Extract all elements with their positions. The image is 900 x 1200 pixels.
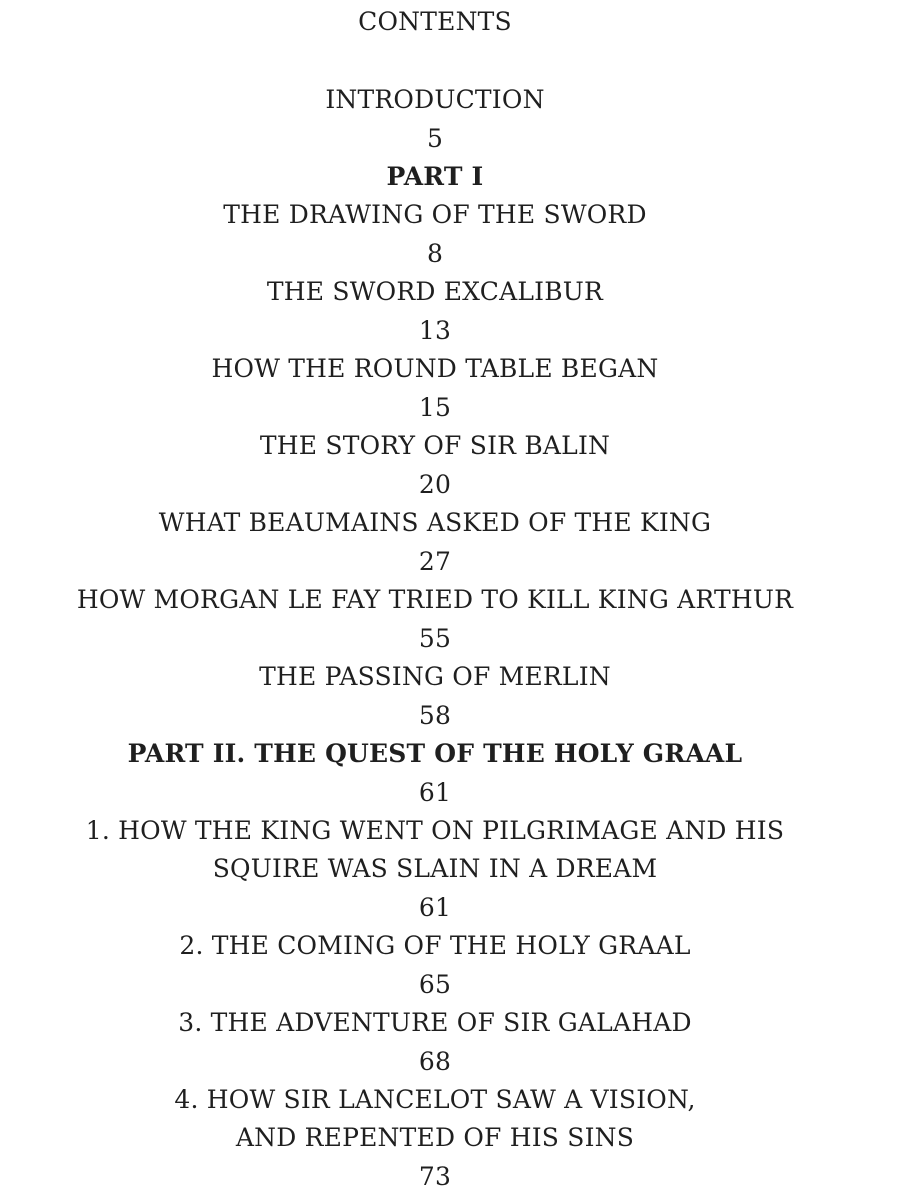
part2-entry-title: 3. THE ADVENTURE OF SIR GALAHAD xyxy=(178,1008,692,1037)
introduction-page: 5 xyxy=(426,124,444,153)
part1-title: PART I xyxy=(386,162,484,191)
part1-entry-title: THE DRAWING OF THE SWORD xyxy=(223,200,647,229)
part1-entry-title: THE STORY OF SIR BALIN xyxy=(259,431,611,460)
part1-entry-title: HOW MORGAN LE FAY TRIED TO KILL KING ARTHUR xyxy=(76,585,794,614)
part1-entry-page: 20 xyxy=(418,470,452,499)
part1-entry-page: 13 xyxy=(418,316,452,345)
part2-entry-title-continued: AND REPENTED OF HIS SINS xyxy=(235,1123,635,1152)
introduction-title: INTRODUCTION xyxy=(325,85,545,114)
part1-entry-page: 15 xyxy=(418,393,452,422)
part2-entry-page: 73 xyxy=(418,1162,452,1191)
part2-title: PART II. THE QUEST OF THE HOLY GRAAL xyxy=(127,739,743,768)
part2-entry-page: 68 xyxy=(418,1047,452,1076)
part2-entry-page: 65 xyxy=(418,970,452,999)
part1-entry-title: THE SWORD EXCALIBUR xyxy=(266,277,604,306)
contents-heading: CONTENTS xyxy=(358,7,512,36)
part1-entry-title: THE PASSING OF MERLIN xyxy=(259,662,611,691)
part1-entry-title: HOW THE ROUND TABLE BEGAN xyxy=(211,354,659,383)
part2-entry-title: 2. THE COMING OF THE HOLY GRAAL xyxy=(179,931,691,960)
part1-entry-page: 58 xyxy=(418,701,452,730)
part2-entry-title: 1. HOW THE KING WENT ON PILGRIMAGE AND HIS xyxy=(85,816,785,845)
part1-entry-page: 55 xyxy=(418,624,452,653)
part1-entry-page: 27 xyxy=(418,547,452,576)
part2-entry-title-continued: SQUIRE WAS SLAIN IN A DREAM xyxy=(212,854,658,883)
part2-entry-title: 4. HOW SIR LANCELOT SAW A VISION, xyxy=(174,1085,696,1114)
part2-entry-page: 61 xyxy=(418,893,452,922)
part1-entry-page: 8 xyxy=(426,239,444,268)
part1-entry-title: WHAT BEAUMAINS ASKED OF THE KING xyxy=(158,508,712,537)
part2-page: 61 xyxy=(418,778,452,807)
